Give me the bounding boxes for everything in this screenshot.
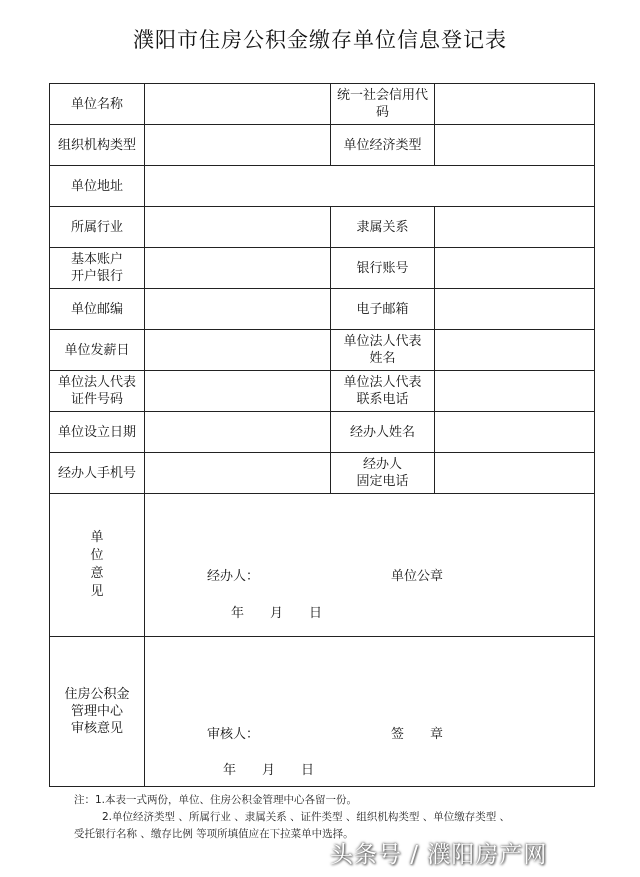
- payday-label: 单位发薪日: [50, 330, 145, 371]
- unit-name-label: 单位名称: [50, 84, 145, 125]
- bank-input[interactable]: [145, 248, 331, 289]
- credit-code-label: 统一社会信用代码: [331, 84, 435, 125]
- handler-mobile-label: 经办人手机号: [50, 453, 145, 494]
- unit-opinion-label: [50, 494, 145, 637]
- bank-label-line2: 开户银行: [70, 269, 123, 284]
- form-row: [50, 289, 595, 330]
- postcode-label: 单位邮编: [50, 289, 145, 330]
- unit-seal-label: 单位公章: [391, 569, 444, 584]
- legal-name-label-line2: 姓名: [369, 351, 396, 366]
- handler-mobile-input[interactable]: [145, 453, 331, 494]
- bank-account-label: 银行账号: [331, 248, 435, 289]
- center-opinion-line: 住房公积金: [64, 687, 130, 702]
- industry-input[interactable]: [145, 207, 331, 248]
- form-row: [50, 166, 595, 207]
- legal-phone-label-line2: 联系电话: [356, 392, 409, 407]
- unit-date-label: 年 月 日: [231, 606, 323, 621]
- postcode-input[interactable]: [145, 289, 331, 330]
- industry-label: 所属行业: [50, 207, 145, 248]
- handler-tel-label: [331, 453, 435, 494]
- bank-label: [50, 248, 145, 289]
- center-opinion-line: 管理中心: [70, 704, 123, 719]
- handler-name-label: 经办人姓名: [331, 412, 435, 453]
- unit-opinion-char: 意: [90, 566, 104, 581]
- center-opinion-label: [50, 637, 145, 787]
- legal-phone-label: [331, 371, 435, 412]
- legal-id-label-line1: 单位法人代表: [57, 375, 136, 390]
- form-row: [50, 207, 595, 248]
- handler-tel-label-line2: 固定电话: [356, 474, 409, 489]
- econ-type-input[interactable]: [435, 125, 595, 166]
- note-line-2: 2.单位经济类型 、所属行业 、隶属关系 、证件类型 、组织机构类型 、单位缴存类型 、: [102, 811, 511, 823]
- legal-name-input[interactable]: [435, 330, 595, 371]
- legal-id-label: [50, 371, 145, 412]
- unit-opinion-area[interactable]: [145, 494, 595, 637]
- center-date-label: 年 月 日: [223, 763, 315, 778]
- page-title: 濮阳市住房公积金缴存单位信息登记表: [133, 28, 507, 52]
- credit-code-input[interactable]: [435, 84, 595, 125]
- unit-name-input[interactable]: [145, 84, 331, 125]
- affiliation-label: 隶属关系: [331, 207, 435, 248]
- form-row: [50, 371, 595, 412]
- form-row: [50, 125, 595, 166]
- org-type-input[interactable]: [145, 125, 331, 166]
- payday-input[interactable]: [145, 330, 331, 371]
- form-row: [50, 330, 595, 371]
- reviewer-label: 审核人：: [207, 727, 260, 742]
- legal-phone-input[interactable]: [435, 371, 595, 412]
- email-label: 电子邮箱: [331, 289, 435, 330]
- form-row: [50, 84, 595, 125]
- legal-id-input[interactable]: [145, 371, 331, 412]
- handler-tel-input[interactable]: [435, 453, 595, 494]
- unit-opinion-row: [50, 494, 595, 637]
- sign-label: 签 章: [391, 727, 444, 742]
- legal-id-label-line2: 证件号码: [70, 392, 123, 407]
- econ-type-label: 单位经济类型: [331, 125, 435, 166]
- setup-date-label: 单位设立日期: [50, 412, 145, 453]
- center-opinion-line: 审核意见: [70, 721, 123, 736]
- form-row: [50, 412, 595, 453]
- unit-opinion-char: 见: [90, 584, 104, 599]
- org-type-label: 组织机构类型: [50, 125, 145, 166]
- form-row: [50, 248, 595, 289]
- form-row: [50, 453, 595, 494]
- legal-phone-label-line1: 单位法人代表: [343, 375, 422, 390]
- handler-tel-label-line1: 经办人: [362, 457, 402, 472]
- bank-account-input[interactable]: [435, 248, 595, 289]
- center-opinion-area[interactable]: [145, 637, 595, 787]
- unit-opinion-char: 单: [90, 530, 104, 545]
- watermark: 头条号 / 濮阳房产网: [330, 842, 548, 868]
- address-label: 单位地址: [50, 166, 145, 207]
- affiliation-input[interactable]: [435, 207, 595, 248]
- center-opinion-row: [50, 637, 595, 787]
- note-line-3: 受托银行名称 、缴存比例 等项所填值应在下拉菜单中选择。: [74, 828, 354, 840]
- handler-name-input[interactable]: [435, 412, 595, 453]
- legal-name-label-line1: 单位法人代表: [343, 334, 422, 349]
- bank-label-line1: 基本账户: [70, 252, 123, 267]
- address-input[interactable]: [145, 166, 595, 207]
- setup-date-input[interactable]: [145, 412, 331, 453]
- legal-name-label: [331, 330, 435, 371]
- unit-opinion-char: 位: [90, 548, 104, 563]
- email-input[interactable]: [435, 289, 595, 330]
- registration-form-table: [49, 83, 595, 787]
- unit-handler-label: 经办人：: [207, 569, 260, 584]
- note-line-1: 注：1.本表一式两份，单位、住房公积金管理中心各留一份。: [74, 794, 358, 806]
